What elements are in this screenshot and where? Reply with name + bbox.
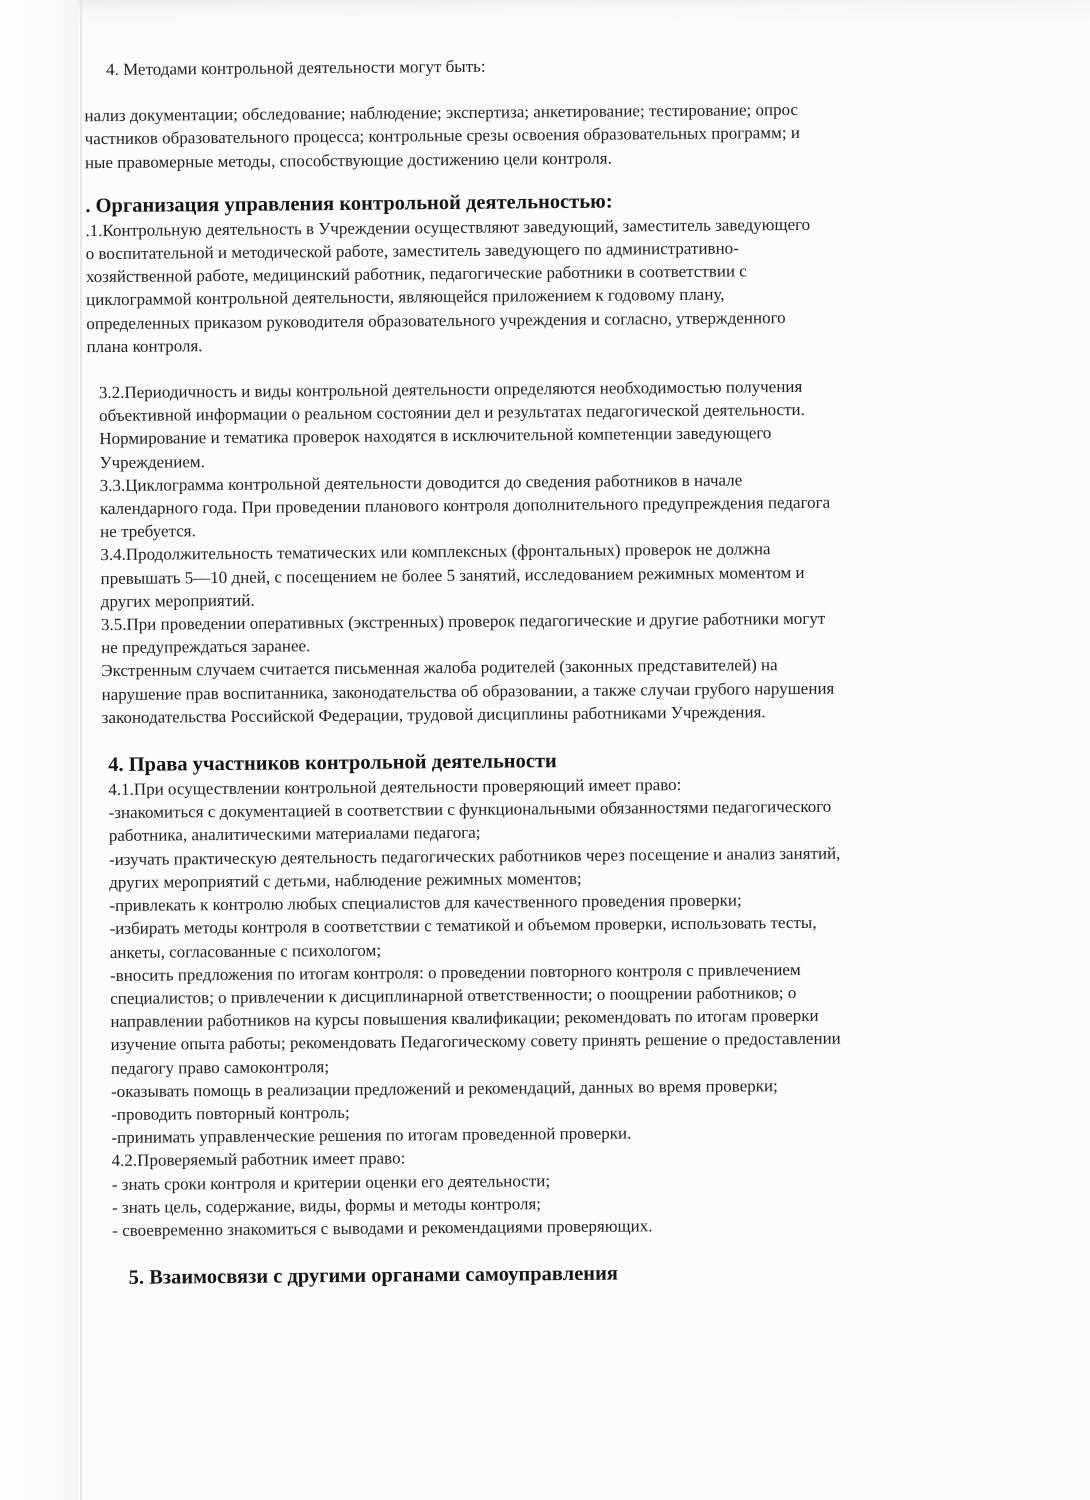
text-line: превышать 5—10 дней, с посещением не более 5 занятий, исследованием режимных моментом и (100, 562, 805, 588)
text-line: -избирать методы контроля в соответствии с тематикой и объемом проверки, использовать тесты, (109, 913, 817, 939)
text-line: - своевременно знакомиться с выводами и рекомендациями проверяющих. (112, 1216, 653, 1240)
text-line: 3.3.Циклограмма контрольной деятельности доводится до сведения работников в начале (99, 470, 743, 495)
text-line: 4.1.При осуществлении контрольной деятельности проверяющий имеет право: (108, 775, 682, 800)
text-line: нарушение прав воспитанника, законодательства об образовании, а также случаи грубого нарушения (101, 678, 835, 704)
text-line: -изучать практическую деятельность педагогических работников через посещение и анализ занятий, (108, 843, 841, 869)
text-line: Нормирование и тематика проверок находятся в исключительной компетенции заведующего (99, 423, 772, 449)
text-line: других мероприятий с детьми, наблюдение режимных моментов; (109, 868, 582, 892)
text-line: 4.2.Проверяемый работник имеет право: (111, 1148, 406, 1171)
text-line: объективной информации о реальном состоянии дел и результатах педагогической деятельности. (99, 400, 805, 426)
paragraph-3-5 (101, 605, 1042, 729)
text-line: -привлекать к контролю любых специалистов для качественного проведения проверки; (109, 890, 742, 916)
text-line: - знать сроки контроля и критерии оценки его деятельности; (111, 1170, 551, 1194)
methods-list-paragraph (84, 96, 1037, 174)
text-line: не предупреждаться заранее. (101, 636, 311, 658)
document-body (84, 50, 1047, 1291)
scan-left-margin (0, 0, 78, 1500)
paragraph-3-4 (100, 535, 1041, 613)
text-line: о воспитательной и методической работе, заместитель заведующего по административно- (85, 238, 739, 264)
text-line: 3.2.Периодичность и виды контрольной деятельности определяются необходимостью получения (98, 376, 803, 403)
paragraph-3-2 (99, 373, 1040, 474)
text-line: нализ документации; обследование; наблюдение; экспертиза; анкетирование; тестирование; опрос (84, 100, 799, 126)
text-line: законодательства Российской Федерации, трудовой дисциплины работниками Учреждения. (101, 702, 766, 727)
text-line: календарного года. При проведении планового контроля дополнительного предупреждения педагога (99, 492, 831, 519)
text-line: .1.Контрольную деятельность в Учреждении осуществляют заведующий, заместитель заведующего (85, 214, 811, 240)
text-line: специалистов; о привлечении к дисциплинарной ответственности; о поощрении работников; о (110, 982, 797, 1008)
text-line: работника, аналитическими материалами педагога; (108, 823, 481, 846)
text-line: направлении работников на курсы повышения квалификации; рекомендовать по итогам проверки (110, 1005, 819, 1032)
text-line: циклограммой контрольной деятельности, являющейся приложением к годовому плану, (86, 285, 725, 310)
text-line: -знакомиться с документацией в соответствии с функциональными обязанностями педагогического (108, 796, 832, 823)
paragraph-3-1 (85, 211, 1038, 359)
text-line: других мероприятий. (100, 590, 255, 611)
scan-crease-line (80, 0, 82, 1500)
text-line: Экстренным случаем считается письменная жалоба родителей (законных представителей) на (101, 655, 778, 681)
section-5-heading: 5. Взаимосвязи с другими органами самоуправления (128, 1262, 619, 1289)
text-line: - знать цель, содержание, виды, формы и методы контроля; (111, 1193, 542, 1217)
text-line: анкеты, согласованные с психологом; (109, 940, 382, 962)
text-line: -принимать управленческие решения по итогам проведенной проверки. (111, 1123, 632, 1148)
text-line: -вносить предложения по итогам контроля: о проведении повторного контроля с привлечением (109, 959, 801, 985)
text-line: плана контроля. (86, 335, 203, 357)
paragraph-3-3 (100, 466, 1041, 544)
text-line: 3.5.При проведении оперативных (экстренных) проверок педагогические и другие работники могут (100, 608, 826, 635)
text-line: хозяйственной работе, медицинский работник, педагогические работники в соответствии с (85, 261, 747, 287)
section-3-heading: . Организация управления контрольной деятельностью: (85, 190, 613, 217)
text-line: -оказывать помощь в реализации предложений и рекомендаций, данных во время проверки; (110, 1075, 778, 1101)
text-line: частников образовательного процесса; контрольные срезы освоения образовательных программ; и (84, 123, 800, 149)
section-4-heading: 4. Права участников контрольной деятельности (108, 750, 557, 777)
section-4-body (108, 770, 1046, 1242)
text-line: Учреждением. (99, 451, 205, 472)
text-line: определенных приказом руководителя образовательного учреждения и согласно, утвержденного (86, 307, 786, 333)
methods-heading-line: 4. Методами контрольной деятельности могут быть: (106, 56, 486, 79)
scan-top-shadow (78, 0, 1090, 30)
text-line: педагогу право самоконтроля; (110, 1056, 330, 1078)
text-line: ные правомерные методы, способствующие достижению цели контроля. (84, 148, 612, 172)
text-line: изучение опыта работы; рекомендовать Педагогическому совету принять решение о предоставлении (110, 1028, 841, 1055)
text-line: 3.4.Продолжительность тематических или комплексных (фронтальных) проверок не должна (100, 539, 771, 565)
text-line: -проводить повторный контроль; (111, 1102, 350, 1124)
text-line: не требуется. (100, 521, 196, 542)
